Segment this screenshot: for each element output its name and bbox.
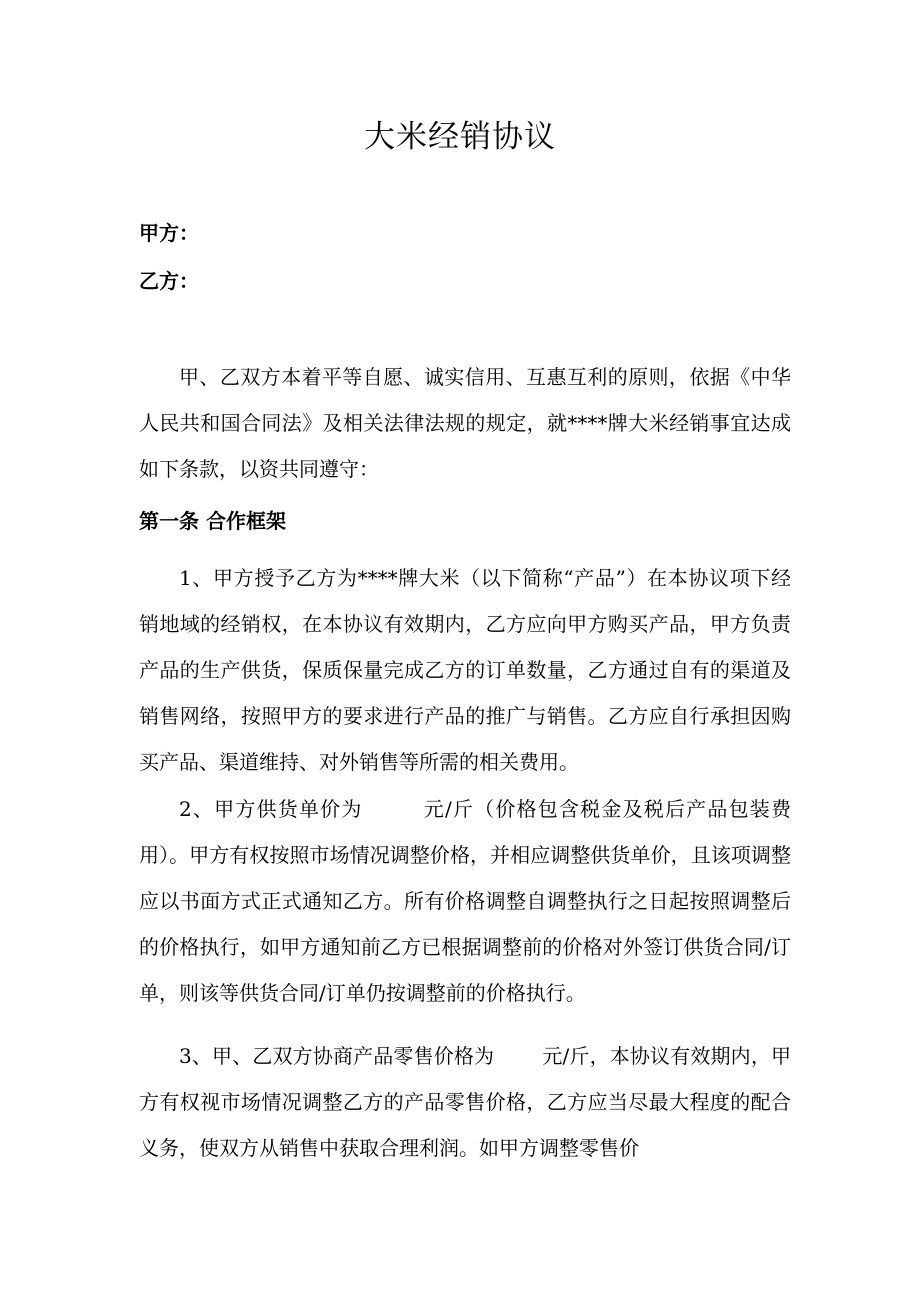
document-title: 大米经销协议 — [364, 119, 556, 155]
article-1-clause-2 — [139, 786, 791, 1016]
article-1-clause-1: 1、甲方授予乙方为****牌大米（以下简称“产品”）在本协议项下经销地域的经销权，在本协议有效期内，乙方应向甲方购买产品，甲方负责产品的生产供货，保质保量完成乙方的订单数量，乙方通过自有的渠道及销售网络，按照甲方的要求进行产品的推广与销售。乙方应自行承担因购买产品、渠道维持、对外销售等所需的相关费用。 — [139, 566, 791, 774]
preamble-paragraph: 甲、乙双方本着平等自愿、诚实信用、互惠互利的原则，依据《中华人民共和国合同法》及相关法律法规的规定，就****牌大米经销事宜达成如下条款，以资共同遵守： — [139, 365, 791, 481]
clause-3-text-after-blank: 元/斤，本协议有效期内，甲方有权视市场情况调整乙方的产品零售价格，乙方应当尽最大程度的配合义务，使双方从销售中获取合理利润。如甲方调整零售价 — [139, 1044, 791, 1160]
party-a-label: 甲方： — [139, 221, 199, 245]
article-1-heading: 第一条 合作框架 — [139, 509, 286, 533]
clause-2-text-after-blank: 元/斤（价格包含税金及税后产品包装费用）。甲方有权按照市场情况调整价格，并相应调整供货单价，且该项调整应以书面方式正式通知乙方。所有价格调整自调整执行之日起按照调整后的价格执行，如甲方通知前乙方已根据调整前的价格对外签订供货合同/订单，则该等供货合同/订单仍按调整前的价格执行。 — [139, 797, 791, 1005]
party-b-label: 乙方： — [139, 269, 199, 293]
article-1-clause-3 — [139, 1033, 791, 1171]
clause-2-text-before-blank: 2、甲方供货单价为 — [179, 797, 363, 821]
clause-3-text-before-blank: 3、甲、乙双方协商产品零售价格为 — [179, 1044, 495, 1068]
